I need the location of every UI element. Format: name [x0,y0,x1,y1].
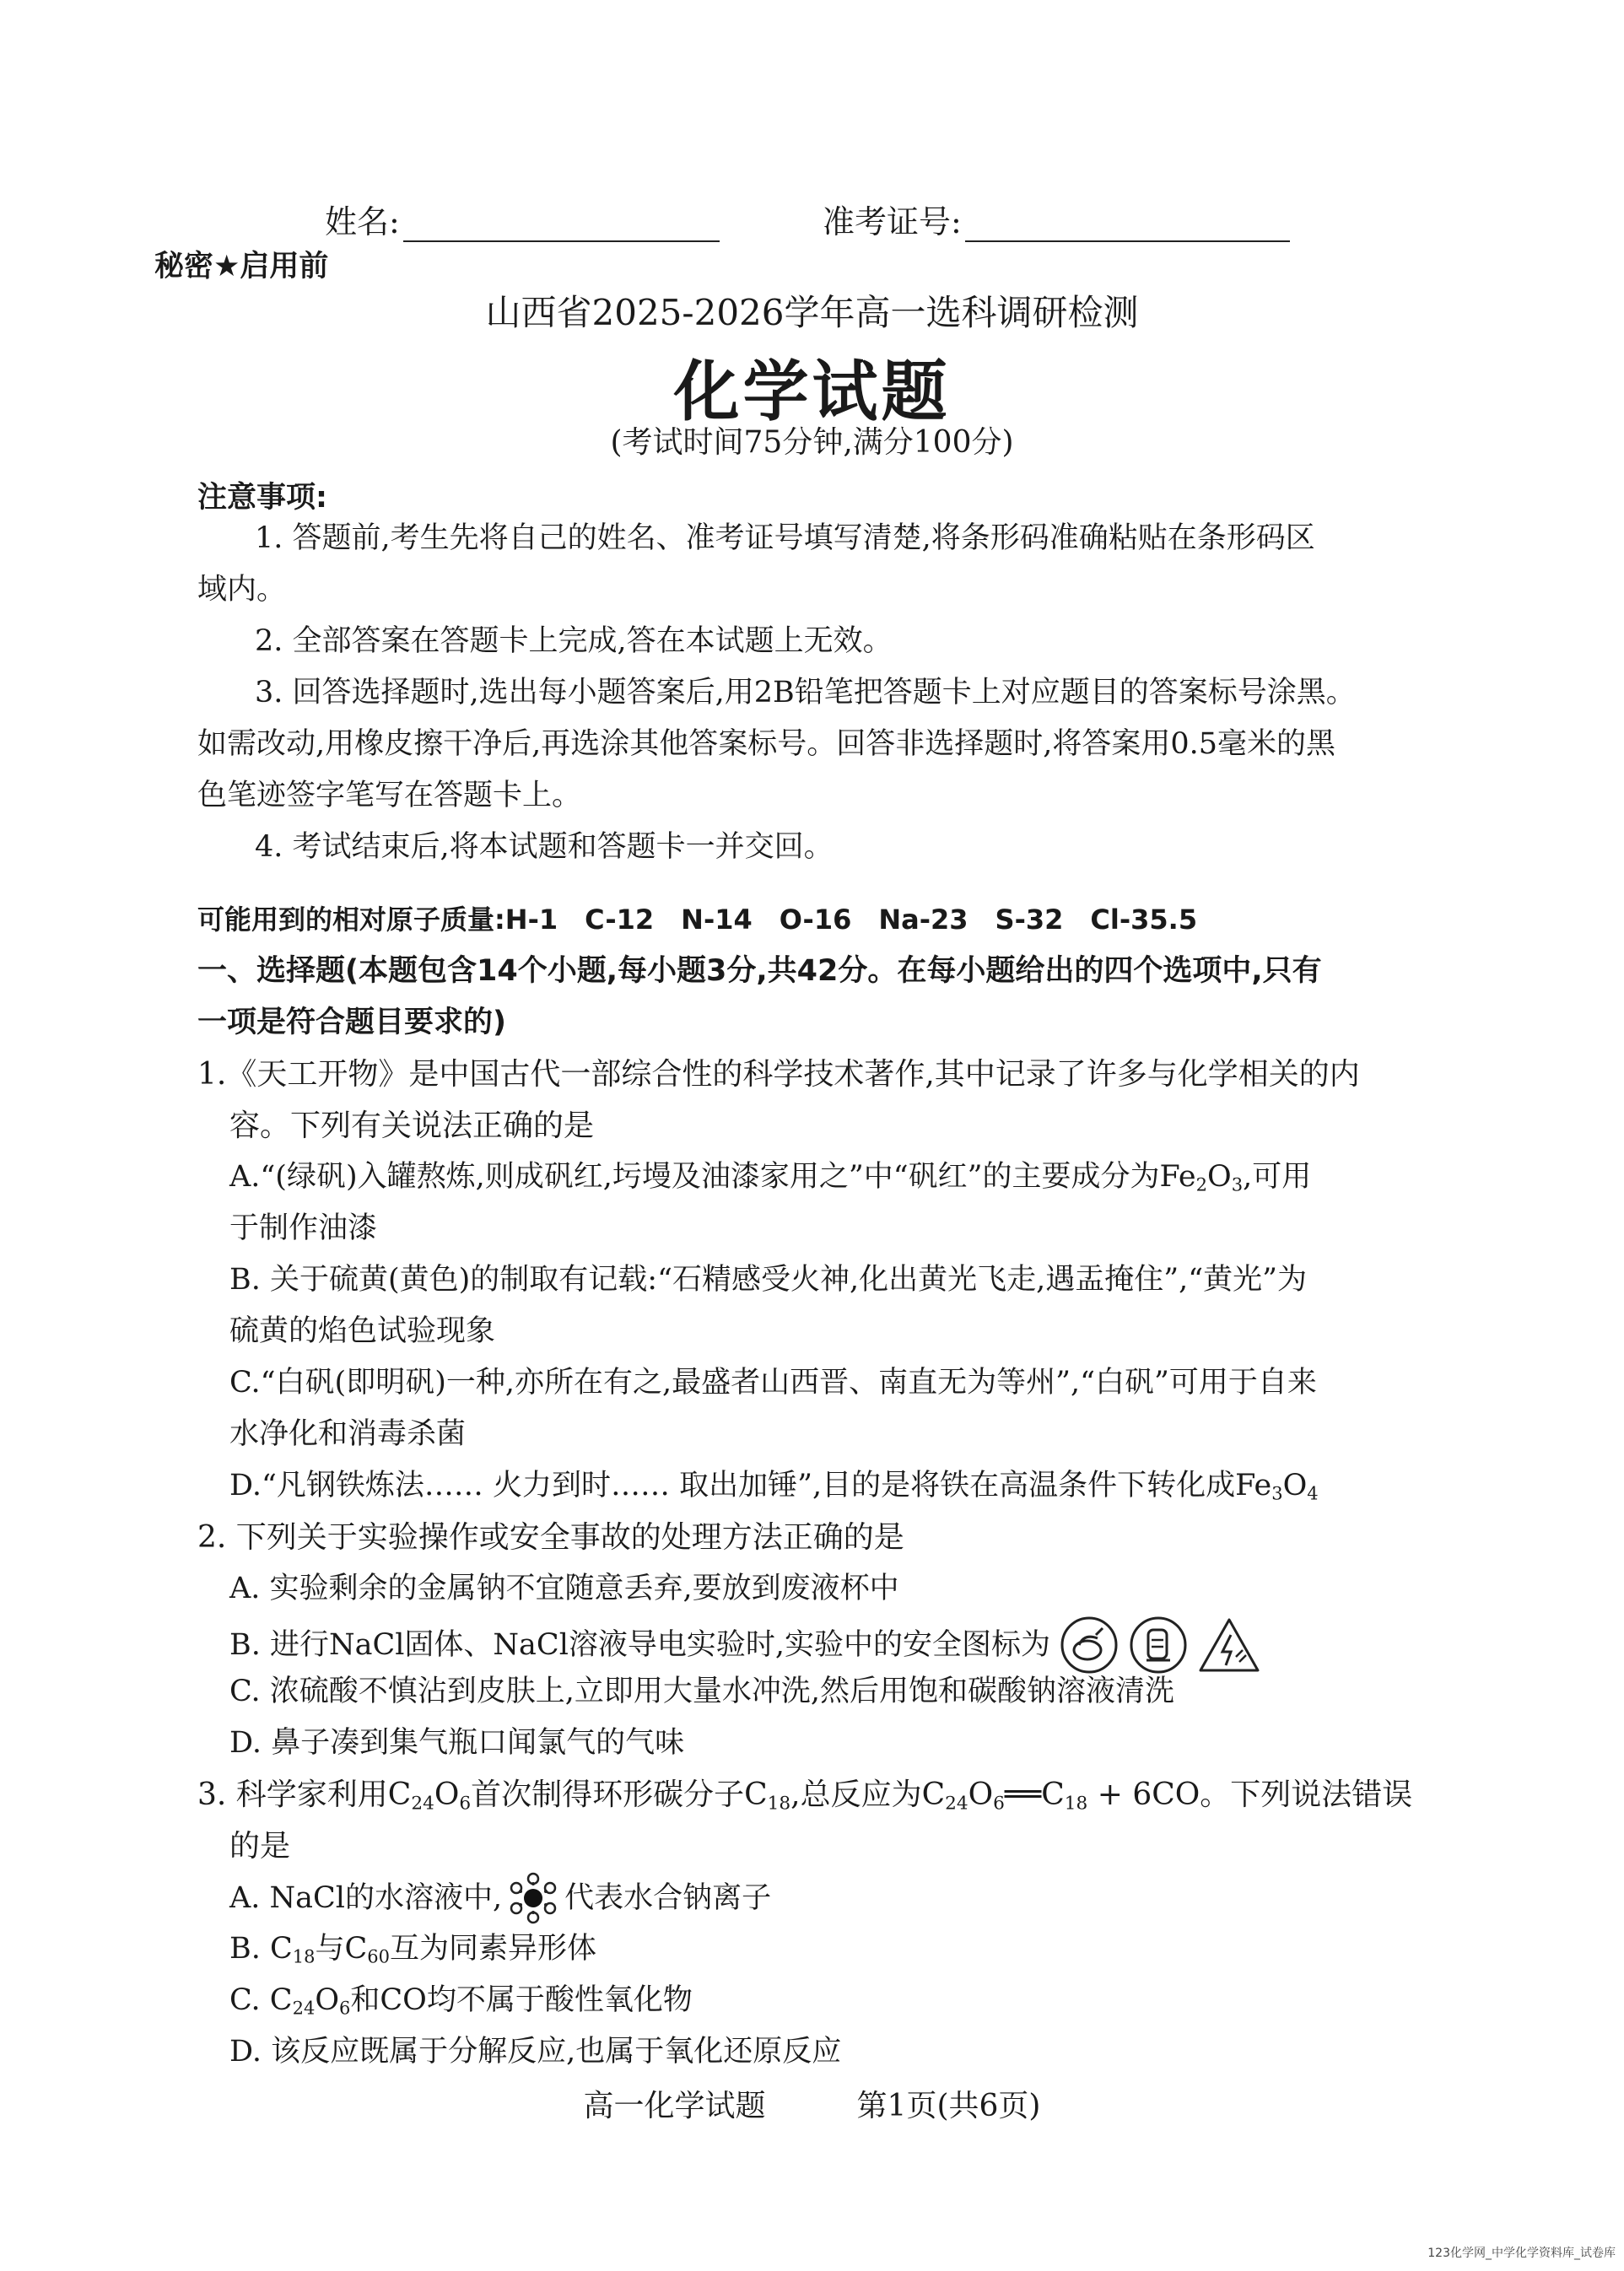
notice-item-3-line-1: 3. 回答选择题时,选出每小题答案后,用2B铅笔把答题卡上对应题目的答案标号涂黑。 [255,676,1356,709]
page-footer: 高一化学试题 第1页(共6页) [583,2089,1041,2123]
notice-item-4: 4. 考试结束后,将本试题和答题卡一并交回。 [255,830,834,864]
q2-option-c: C. 浓硫酸不慎沾到皮肤上,立即用大量水冲洗,然后用饱和碳酸钠溶液清洗 [229,1675,1175,1708]
page-title: 化学试题 [673,353,951,430]
q2-option-a: A. 实验剩余的金属钠不宜随意丢弃,要放到废液杯中 [229,1572,899,1605]
q2-stem: 2. 下列关于实验操作或安全事故的处理方法正确的是 [197,1520,904,1555]
exam-info: (考试时间75分钟,满分100分) [610,425,1014,460]
secret-mark: 秘密★启用前 [154,250,329,283]
notice-item-2: 2. 全部答案在答题卡上完成,答在本试题上无效。 [255,624,893,658]
q1-option-a-line-1: A.“(绿矾)入罐熬炼,则成矾红,圬墁及油漆家用之”中“矾红”的主要成分为$Fe_2O_3$,可用 [229,1160,1312,1195]
notice-heading: 注意事项: [197,481,327,515]
name-field [325,196,720,242]
q1-option-b-line-1: B. 关于硫黄(黄色)的制取有记载:“石精感受火神,化出黄光飞走,遇盂掩住”,“黄光”为 [229,1263,1308,1297]
q3-option-c: C. $C_{24}O_6$和CO均不属于酸性氧化物 [229,1983,693,2019]
q2-option-b: B. 进行NaCl固体、NaCl溶液导电实验时,实验中的安全图标为 [229,1615,1261,1675]
q1-stem-line-1: 1.《天工开物》是中国古代一部综合性的科学技术著作,其中记录了许多与化学相关的内 [197,1057,1360,1092]
notice-item-1-line-1: 1. 答题前,考生先将自己的姓名、准考证号填写清楚,将条形码准确粘贴在条形码区 [255,521,1315,555]
watermark-text: 123化学网_中学化学资料库_试卷库 [1427,2247,1616,2260]
hydrated-sodium-ion-icon [505,1872,561,1924]
ticket-field [823,196,1290,242]
ticket-blank-line [965,207,1290,242]
q3-stem-line-2: 的是 [229,1829,291,1864]
q3-option-a: A. NaCl的水溶液中, 代表水合钠离子 [229,1872,771,1924]
q3-option-d: D. 该反应既属于分解反应,也属于氧化还原反应 [229,2035,842,2069]
atomic-masses: 可能用到的相对原子质量:H-1 C-12 N-14 O-16 Na-23 S-32 Cl-35.5 [197,904,1198,936]
ticket-label: 准考证号: [823,203,962,240]
q1-option-a-line-2: 于制作油漆 [229,1211,378,1245]
q1-option-d: D.“凡钢铁炼法…… 火力到时…… 取出加锤”,目的是将铁在高温条件下转化成$Fe_3O_4$ [229,1469,1319,1504]
notice-item-1-line-2: 域内。 [197,573,287,607]
notice-item-3-line-3: 色笔迹签字笔写在答题卡上。 [197,779,582,812]
name-blank-line [403,207,720,242]
q1-option-c-line-2: 水净化和消毒杀菌 [229,1417,467,1451]
exam-subtitle: 山西省2025-2026学年高一选科调研检测 [485,292,1139,333]
q3-stem-line-1: 3. 科学家利用$C_{24}O_6$首次制得环形碳分子$C_{18}$,总反应为$C_{24}O_6══C_{18} + 6CO$。下列说法错误 [197,1777,1413,1815]
q1-option-c-line-1: C.“白矾(即明矾)一种,亦所在有之,最盛者山西晋、南直无为等州”,“白矾”可用于自来 [229,1366,1317,1400]
q2-option-d: D. 鼻子凑到集气瓶口闻氯气的气味 [229,1726,685,1760]
electric-hazard-icon [1197,1615,1261,1675]
name-label: 姓名: [325,203,400,240]
notice-item-3-line-2: 如需改动,用橡皮擦干净后,再选涂其他答案标号。回答非选择题时,将答案用0.5毫米的黑 [197,727,1336,761]
q1-option-b-line-2: 硫黄的焰色试验现象 [229,1314,496,1348]
section-1-line-2: 一项是符合题目要求的) [197,1006,506,1039]
section-1-line-1: 一、选择题(本题包含14个小题,每小题3分,共42分。在每小题给出的四个选项中,只有 [197,954,1322,988]
q3-option-b: B. $C_{18}$与$C_{60}$互为同素异形体 [229,1932,597,1967]
q1-stem-line-2: 容。下列有关说法正确的是 [229,1109,595,1143]
